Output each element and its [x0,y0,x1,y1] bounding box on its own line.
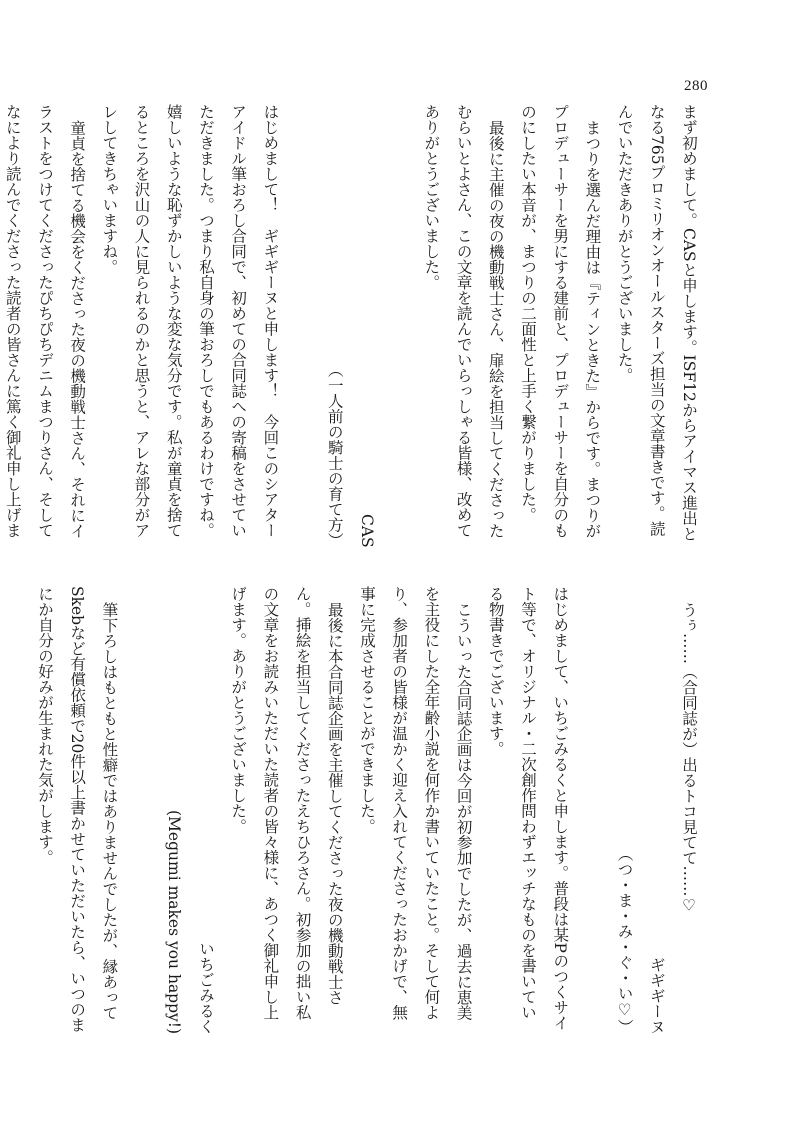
cas-paragraph-1: まず初めまして。CASと申します。ISF12からアイマス進出となる765プロミリオンオールスターズ担当の文章書きです。読んでいただきありがとうございました。 [615,104,698,542]
cas-paragraph-2: まつりを選んだ理由は『ティンときた』からです。まつりがプロデューサーを男にする建前と、プロデューサーを自分のものにしたい本音が、まつりの二面性と上手く繋がりました。 [518,104,602,538]
page-number: 280 [684,78,708,94]
gigigi-subtitle: （つ・ま・み・ぐ・い♡） [615,845,634,1034]
ichigo-signature: いちごみるく [196,941,215,1034]
fudeoroshi-paragraph-1: 筆下ろしはもともと性癖ではありませんでしたが、縁あってSkebなど有償依頼で20件以上書かせていただいたら、いつのまにか自分の好みが生まれた気がします。 [35,586,119,1033]
gigigi-paragraph-2: 童貞を捨てる機会をくださった夜の機動戦士さん、それにイラストをつけてくださったぴちぴちデニムまつりさん、そしてなにより読んでくださった読者の皆さんに篤く御礼申し上げま [3,104,87,538]
cas-signature: CAS [357,514,376,548]
cas-paragraph-3: 最後に主催の夜の機動戦士さん、扉絵を担当してくださったむらいとよさん、この文章を読んでいらっしゃる皆様、改めてありがとうございました。 [422,104,505,538]
gigigi-signature: ギギギーヌ [647,956,666,1034]
ichigo-paragraph-3: 最後に本合同誌企画を主催してくださった夜の機動戦士さん。挿絵を担当してくださったえちひろさん。初参加の拙い私の文章をお読みいただいた読者の皆々様に、あつく御礼申し上げます。ありがとうございました。 [229,586,344,1020]
ichigo-paragraph-2: こういった合同誌企画は今回が初参加でしたが、過去に恵美を主役にした全年齢小説を何作か書いていたこと。そして何より、参加者の皆様が温かく迎え入れてくださったおかげで、無事に完成させることができました。 [357,586,473,1020]
top-column-block [3,104,705,548]
cas-subtitle: （一人前の騎士の育て方） [325,362,344,548]
bottom-column-block [35,586,705,1034]
gigigi-paragraph-3: うぅ……（合同誌が）出るトコ見てて……♡ [680,601,698,914]
gigigi-paragraph-1: はじめまして！ ギギギーヌと申します！ 今回このシアターアイドル筆おろし合同で、初めての合同誌への寄稿をさせていただきました。つまり私自身の筆おろしでもあるわけですね。嬉しいような恥ずかしいような変な気分です。私が童貞を捨てるところを沢山の人に見られるのかと思うと、アレな部分がアレしてきちゃいますね。 [100,104,280,538]
ichigo-paragraph-1: はじめまして、いちごみるくと申します。普段は某Pのつくサイト等で、オリジナル・二次創作問わずエッチなものを書いている物書きでございます。 [486,586,570,1031]
ichigo-subtitle: (Megumi makes you happy!) [164,809,183,1034]
